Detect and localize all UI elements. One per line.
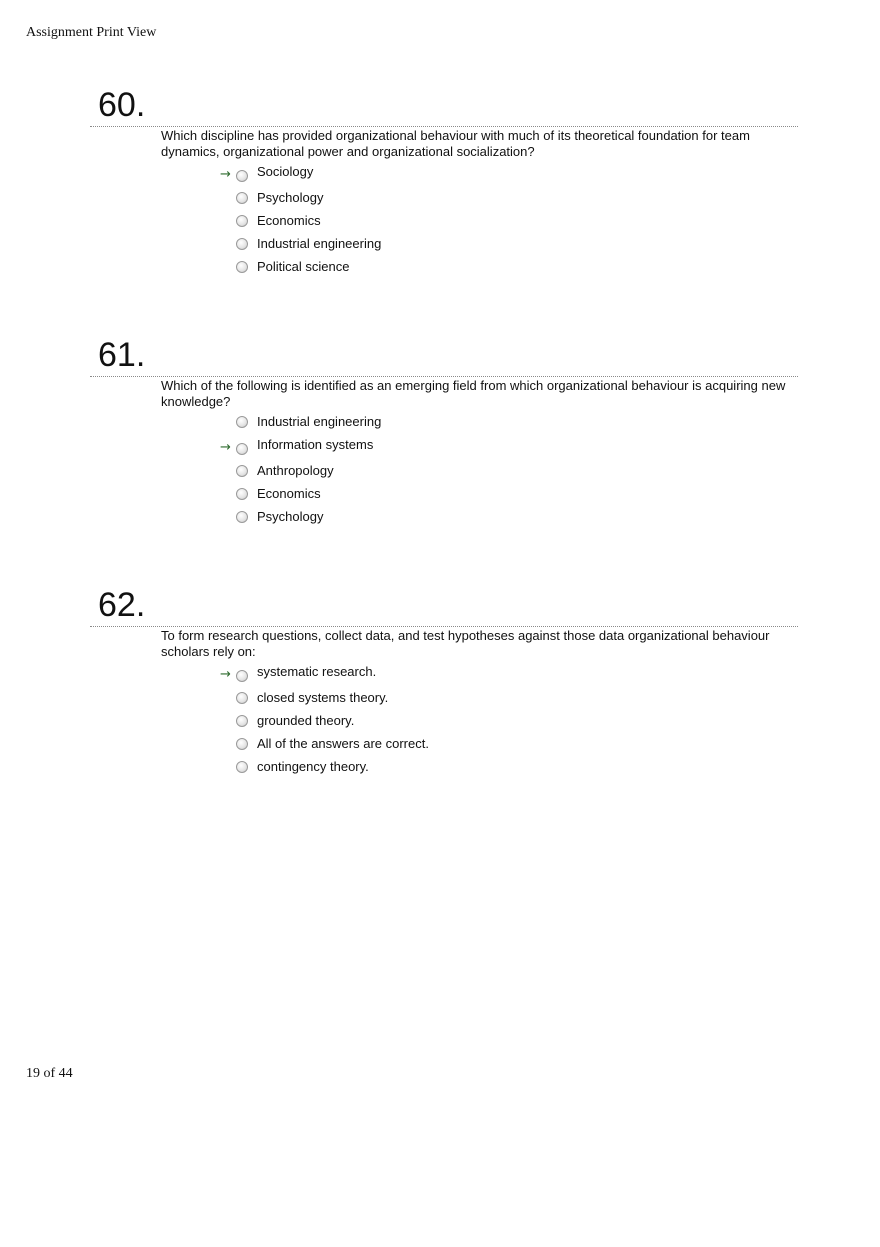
answer-option[interactable] bbox=[236, 463, 798, 486]
answer-option-correct[interactable] bbox=[220, 664, 798, 690]
radio-button[interactable] bbox=[236, 238, 248, 250]
option-label: Psychology bbox=[257, 509, 324, 524]
answer-options bbox=[220, 414, 798, 532]
answer-options bbox=[220, 164, 798, 282]
answer-option[interactable] bbox=[236, 509, 798, 532]
radio-button[interactable] bbox=[236, 215, 248, 227]
question-60 bbox=[90, 88, 798, 282]
option-label: Sociology bbox=[257, 164, 314, 179]
option-label: grounded theory. bbox=[257, 713, 355, 728]
question-number: 60. bbox=[98, 86, 146, 124]
radio-button[interactable] bbox=[236, 465, 248, 477]
answer-option[interactable] bbox=[236, 759, 798, 782]
option-label: Information systems bbox=[257, 437, 374, 452]
question-text: Which of the following is identified as an emerging field from which organizational behaviour is acquiring new knowledge? bbox=[161, 378, 786, 409]
question-62 bbox=[90, 588, 798, 782]
radio-button[interactable] bbox=[236, 511, 248, 523]
correct-answer-arrow-icon: → bbox=[220, 167, 231, 182]
answer-option[interactable] bbox=[236, 486, 798, 509]
question-text: To form research questions, collect data, and test hypotheses against those data organizational behaviour scholars rely on: bbox=[161, 628, 770, 659]
radio-button[interactable] bbox=[236, 670, 248, 682]
page-footer-indicator: 19 of 44 bbox=[26, 1066, 73, 1081]
option-label: closed systems theory. bbox=[257, 690, 389, 705]
answer-option[interactable] bbox=[236, 259, 798, 282]
question-text: Which discipline has provided organizational behaviour with much of its theoretical foundation for team dynamics, organizational power and organizational socialization? bbox=[161, 128, 750, 159]
radio-button[interactable] bbox=[236, 761, 248, 773]
answer-option[interactable] bbox=[236, 690, 798, 713]
radio-button[interactable] bbox=[236, 170, 248, 182]
radio-button[interactable] bbox=[236, 416, 248, 428]
page-header-title: Assignment Print View bbox=[26, 25, 157, 40]
option-label: Psychology bbox=[257, 190, 324, 205]
option-label: Industrial engineering bbox=[257, 236, 382, 251]
answer-option[interactable] bbox=[236, 414, 798, 437]
option-label: All of the answers are correct. bbox=[257, 736, 429, 751]
answer-option[interactable] bbox=[236, 713, 798, 736]
radio-button[interactable] bbox=[236, 738, 248, 750]
question-number: 62. bbox=[98, 586, 146, 624]
answer-option[interactable] bbox=[236, 736, 798, 759]
question-61 bbox=[90, 338, 798, 532]
question-divider bbox=[90, 626, 798, 627]
answer-option[interactable] bbox=[236, 236, 798, 259]
question-divider bbox=[90, 376, 798, 377]
radio-button[interactable] bbox=[236, 443, 248, 455]
answer-option-correct[interactable] bbox=[220, 164, 798, 190]
question-divider bbox=[90, 126, 798, 127]
option-label: contingency theory. bbox=[257, 759, 369, 774]
radio-button[interactable] bbox=[236, 715, 248, 727]
answer-option[interactable] bbox=[236, 190, 798, 213]
option-label: Economics bbox=[257, 486, 321, 501]
answer-option[interactable] bbox=[236, 213, 798, 236]
option-label: Industrial engineering bbox=[257, 414, 382, 429]
correct-answer-arrow-icon: → bbox=[220, 667, 231, 682]
answer-options bbox=[220, 664, 798, 782]
radio-button[interactable] bbox=[236, 261, 248, 273]
correct-answer-arrow-icon: → bbox=[220, 440, 231, 455]
answer-option-correct[interactable] bbox=[220, 437, 798, 463]
radio-button[interactable] bbox=[236, 692, 248, 704]
question-number: 61. bbox=[98, 336, 146, 374]
option-label: systematic research. bbox=[257, 664, 377, 679]
option-label: Anthropology bbox=[257, 463, 334, 478]
option-label: Economics bbox=[257, 213, 321, 228]
option-label: Political science bbox=[257, 259, 350, 274]
radio-button[interactable] bbox=[236, 488, 248, 500]
radio-button[interactable] bbox=[236, 192, 248, 204]
